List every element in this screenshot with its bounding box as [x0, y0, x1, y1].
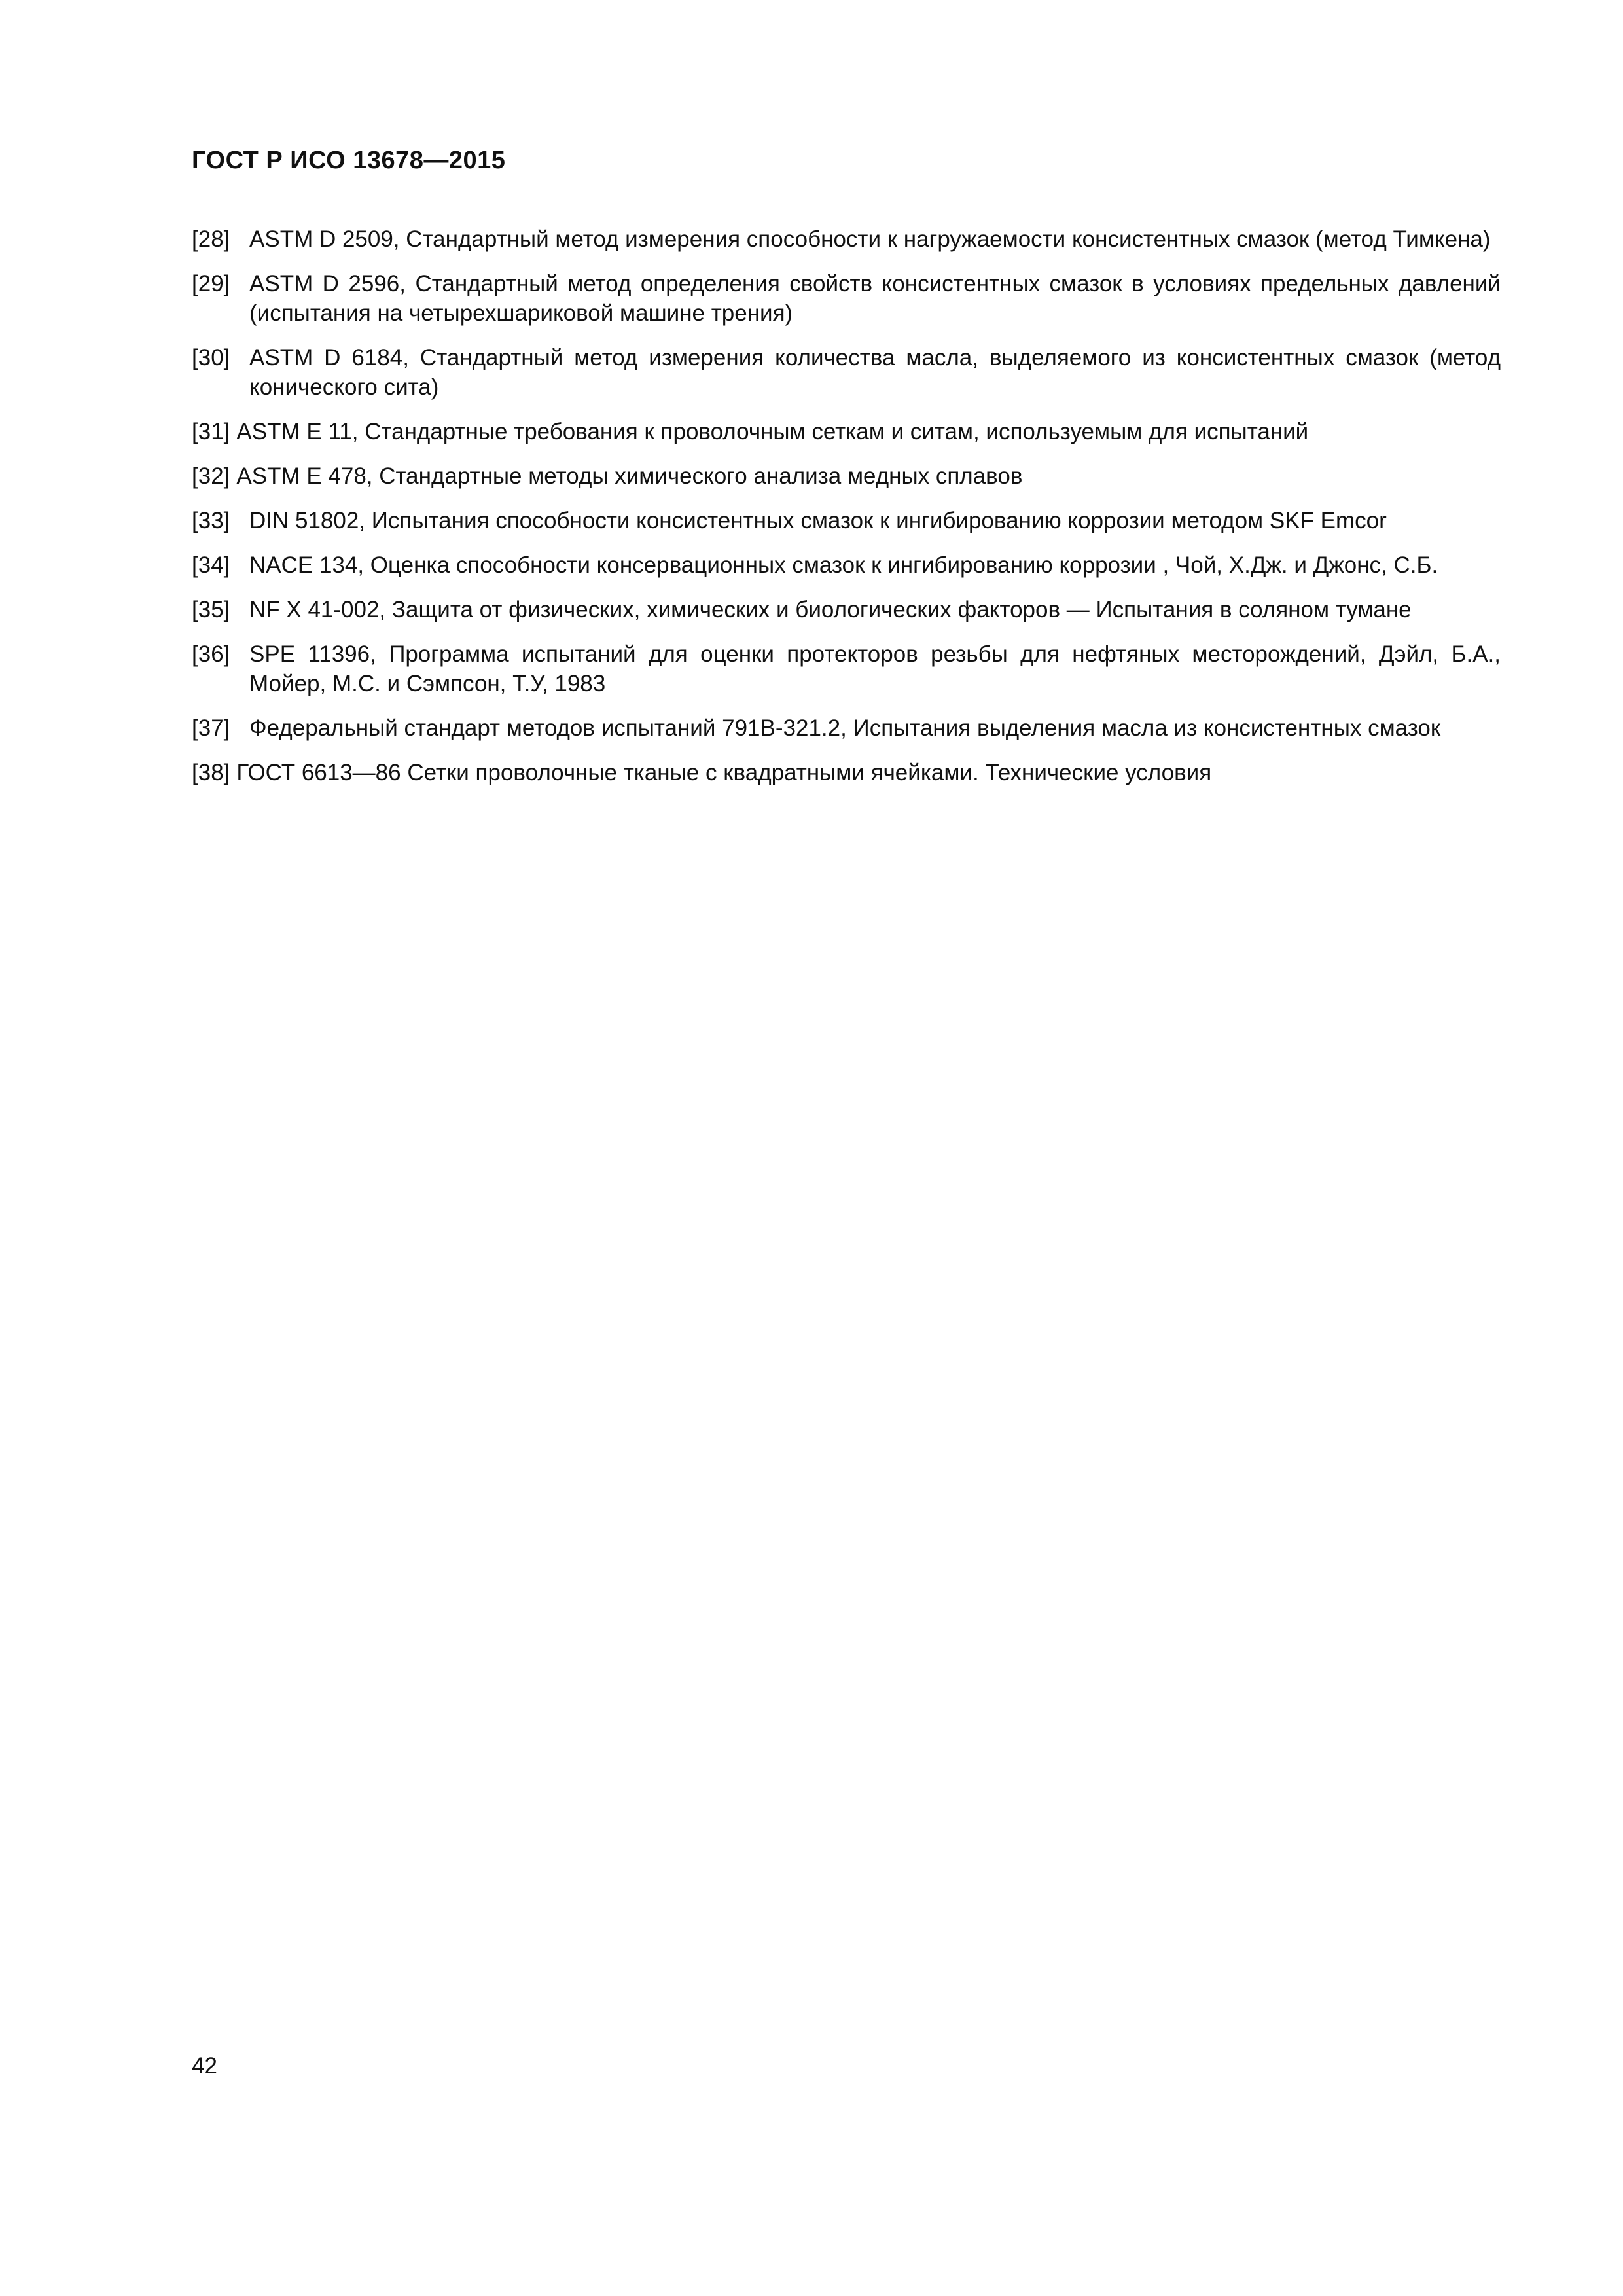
reference-item: [192, 506, 1501, 535]
reference-text: NF X 41-002, Защита от физических, химических и биологических факторов — Испытания в соляном тумане: [249, 597, 1412, 622]
reference-item: [192, 461, 1501, 491]
reference-item: [192, 758, 1501, 787]
reference-text: ASTM D 2509, Стандартный метод измерения способности к нагружаемости консистентных смазок (метод Тимкена): [249, 226, 1491, 252]
reference-number: [32]: [192, 463, 230, 489]
reference-text: DIN 51802, Испытания способности консистентных смазок к ингибированию коррозии методом SKF Emcor: [249, 508, 1387, 533]
reference-number: [28]: [192, 226, 230, 252]
reference-text: Федеральный стандарт методов испытаний 791B-321.2, Испытания выделения масла из консистентных смазок: [249, 715, 1441, 741]
page-number: 42: [192, 2053, 217, 2079]
reference-item: [192, 269, 1501, 328]
reference-text: ASTM E 11, Стандартные требования к проволочным сеткам и ситам, используемым для испытаний: [236, 419, 1309, 444]
reference-item: [192, 417, 1501, 446]
reference-number: [30]: [192, 345, 230, 370]
reference-number: [29]: [192, 271, 230, 296]
reference-number: [33]: [192, 508, 230, 533]
reference-item: [192, 639, 1501, 698]
reference-number: [38]: [192, 760, 230, 785]
reference-text: ASTM D 6184, Стандартный метод измерения количества масла, выделяемого из консистентных смазок (метод конического сита): [249, 345, 1501, 400]
reference-number: [35]: [192, 597, 230, 622]
reference-text: ASTM E 478, Стандартные методы химического анализа медных сплавов: [236, 463, 1023, 489]
reference-number: [34]: [192, 552, 230, 578]
reference-text: SPE 11396, Программа испытаний для оценки протекторов резьбы для нефтяных месторождений, Дэйл, Б.А., Мойер, М.С. и Сэмпсон, Т.У, 1983: [249, 641, 1501, 696]
reference-number: [37]: [192, 715, 230, 741]
reference-item: [192, 343, 1501, 402]
reference-item: [192, 550, 1501, 580]
reference-item: [192, 224, 1501, 254]
reference-text: NACE 134, Оценка способности консервационных смазок к ингибированию коррозии , Чой, Х.Дж. и Джонс, С.Б.: [249, 552, 1438, 578]
bibliography-list: [192, 224, 1501, 802]
reference-number: [31]: [192, 419, 230, 444]
document-header: ГОСТ Р ИСО 13678—2015: [192, 147, 506, 174]
reference-item: [192, 595, 1501, 624]
reference-number: [36]: [192, 641, 230, 667]
reference-text: ASTM D 2596, Стандартный метод определения свойств консистентных смазок в условиях предельных давлений (испытания на четырехшариковой машине трения): [249, 271, 1501, 326]
reference-item: [192, 713, 1501, 743]
reference-text: ГОСТ 6613—86 Сетки проволочные тканые с квадратными ячейками. Технические условия: [236, 760, 1212, 785]
